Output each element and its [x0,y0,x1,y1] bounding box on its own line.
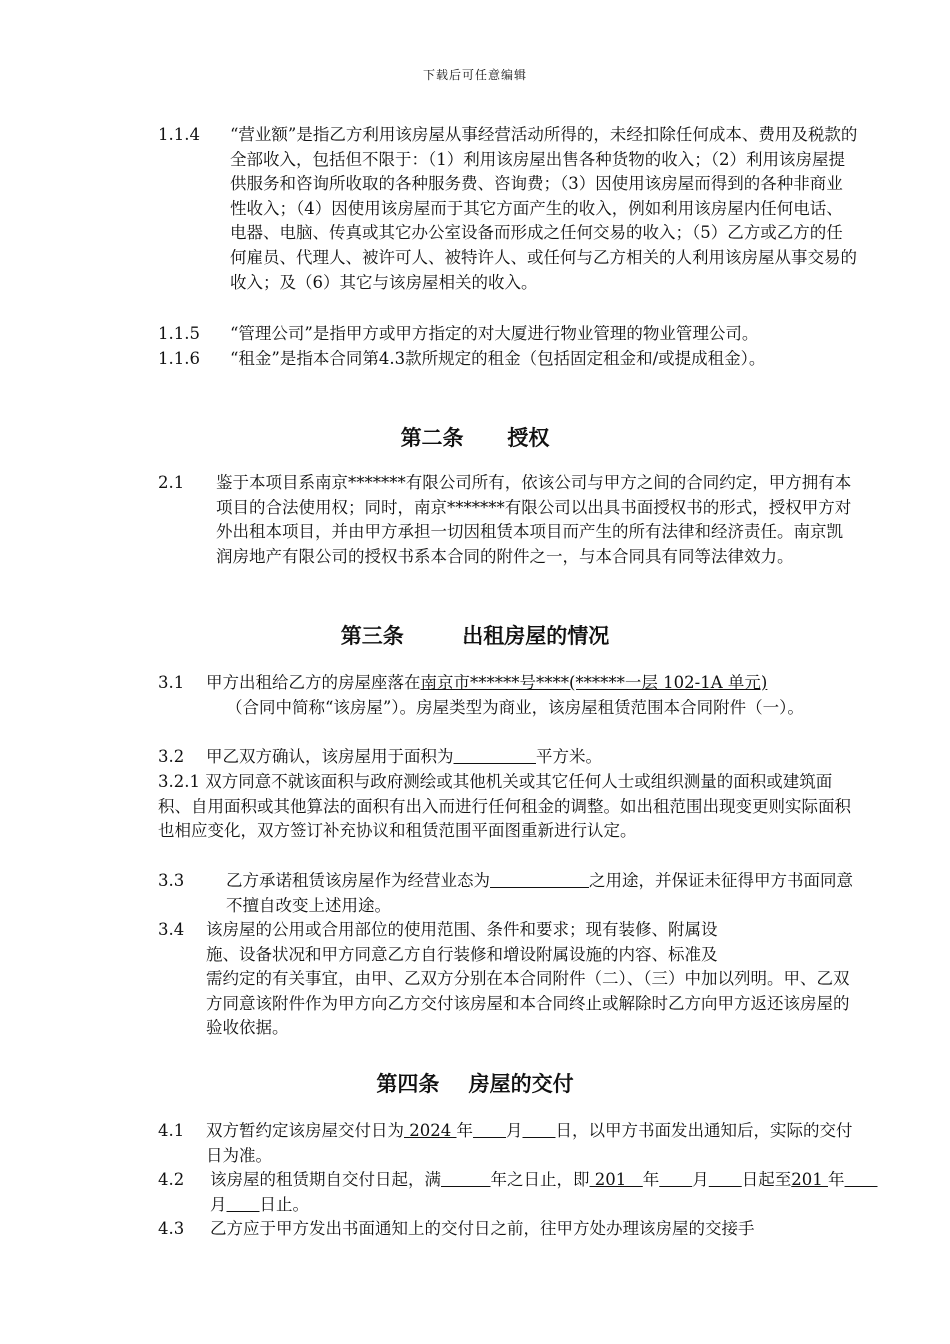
clause-3-4 [158,918,858,1041]
clause-line: 需约定的有关事宜，由甲、乙双方分别在本合同附件（二）、（三）中加以列明。甲、乙双方同意该附件作为甲方向乙方交付该房屋和本合同终止或解除时乙方向甲方返还该房屋的验收依据。 [206,969,850,1038]
clause-number: 1.1.6 [158,349,200,368]
clause-1-1-5 [158,322,858,347]
clause-text: 之用途，并保证未征得甲方书面同意不擅自改变上述用途。 [226,871,853,915]
clause-3-1 [158,671,858,720]
clause-text: 甲乙双方确认，该房屋用于面积为 [206,747,454,766]
clause-4-2 [158,1168,858,1217]
end-day-blank [227,1195,260,1214]
clause-text: 平方米。 [536,747,602,766]
clause-number: 3.4 [158,920,185,939]
section-title-4: 第四条 房屋的交付 [376,1071,574,1096]
clause-4-3 [158,1217,858,1242]
clause-text: “租金”是指本合同第4.3款所规定的租金（包括固定租金和/或提成租金）。 [230,349,766,368]
clause-number: 3.1 [158,673,185,692]
clause-body [226,869,858,918]
start-month-blank [659,1170,692,1189]
clause-text: 月 [692,1170,709,1189]
clause-text: 月 [505,1121,523,1140]
clause-body [206,671,858,696]
clause-1-1-6 [158,347,858,372]
clause-line: 该房屋的公用或合用部位的使用范围、条件和要求；现有装修、附属设 [206,920,718,939]
clause-3-3 [158,869,858,918]
month-blank [473,1121,506,1140]
clause-text: 日起至 [741,1170,792,1189]
clause-number: 4.2 [158,1170,185,1189]
end-month-blank [845,1170,878,1189]
address-underlined: 南京市******号****(******一层 102-1A 单元) [420,673,768,692]
clause-text: 该房屋的租赁期自交付日起，满 [210,1170,441,1189]
clause-text: 日止。 [259,1194,309,1214]
clause-3-2-1 [158,770,858,844]
clause-2-1 [158,471,858,569]
day-blank [522,1121,555,1140]
clause-number: 2.1 [158,473,185,492]
clause-text: 年 [456,1121,473,1140]
clause-text: 甲方出租给乙方的房屋座落在 [206,673,421,692]
start-year-blank: 201 [589,1170,643,1189]
clause-text: 日，以甲方书面发出通知后，实际的交付日为准。 [206,1121,853,1165]
area-blank [454,747,537,766]
clause-body [206,745,858,770]
use-blank [490,871,589,890]
clause-text: 乙方应于甲方发出书面通知上的交付日之前，往甲方处办理该房屋的交接手 [210,1219,755,1238]
clause-3-2 [158,745,858,770]
clause-number: 1.1.5 [158,324,200,343]
clause-text: 双方暂约定该房屋交付日为 [206,1121,404,1140]
years-blank [441,1170,491,1189]
end-year-blank: 201 [791,1170,828,1189]
clause-number: 4.3 [158,1219,185,1238]
clause-text: 鉴于本项目系南京*******有限公司所有，依该公司与甲方之间的合同约定，甲方拥有本项目的合法使用权；同时，南京*******有限公司以出具书面授权书的形式，授权甲方对外出租本项目，并由甲方承担一切因租赁本项目而产生的所有法律和经济责任。南京凯润房地产有限公司的授权书系本合同的附件之一，与本合同具有同等法律效力。 [216,473,852,566]
start-day-blank [709,1170,742,1189]
section-title-2: 第二条 授权 [400,425,550,450]
clause-text: 月 [210,1194,227,1214]
clause-line: 施、设备状况和甲方同意乙方自行装修和增设附属设施的内容、标准及 [206,944,718,964]
section-title-3: 第三条 出租房屋的情况 [340,623,610,648]
clause-number: 4.1 [158,1121,185,1140]
clause-body [210,1168,858,1217]
clause-1-1-4 [158,123,858,295]
clause-text: 3.2.1 双方同意不就该面积与政府测绘或其他机关或其它任何人士或组织测量的面积或建筑面积、自用面积或其他算法的面积有出入而进行任何租金的调整。如出租范围出现变更则实际面积也相应变化，双方签订补充协议和租赁范围平面图重新进行认定。 [158,772,851,841]
clause-text: 乙方承诺租赁该房屋作为经营业态为 [226,871,490,890]
clause-text-cont: （合同中简称“该房屋”）。房屋类型为商业，该房屋租赁范围本合同附件（一）。 [226,697,804,717]
clause-body [206,1119,858,1168]
clause-number: 3.3 [158,871,185,890]
clause-text: “管理公司”是指甲方或甲方指定的对大厦进行物业管理的物业管理公司。 [230,324,759,343]
clause-text: 年 [828,1170,845,1189]
year-blank: 2024 [404,1121,457,1140]
clause-text: “营业额”是指乙方利用该房屋从事经营活动所得的，未经扣除任何成本、费用及税款的全部收入，包括但不限于：（1）利用该房屋出售各种货物的收入；（2）利用该房屋提供服务和咨询所收取的各种服务费、咨询费；（3）因使用该房屋而得到的各种非商业性收入；（4）因使用该房屋而于其它方面产生的收入，例如利用该房屋内任何电话、电器、电脑、传真或其它办公室设备而形成之任何交易的收入；（5）乙方或乙方的任何雇员、代理人、被许可人、被特许人、或任何与乙方相关的人利用该房屋从事交易的收入；及（6）其它与该房屋相关的收入。 [230,125,858,292]
clause-number: 3.2 [158,747,185,766]
clause-number: 1.1.4 [158,125,200,144]
clause-text: 年之日止，即 [490,1170,590,1189]
clause-text: 年 [642,1170,660,1189]
clause-4-1 [158,1119,858,1168]
page-header: 下载后可任意编辑 [422,68,527,82]
